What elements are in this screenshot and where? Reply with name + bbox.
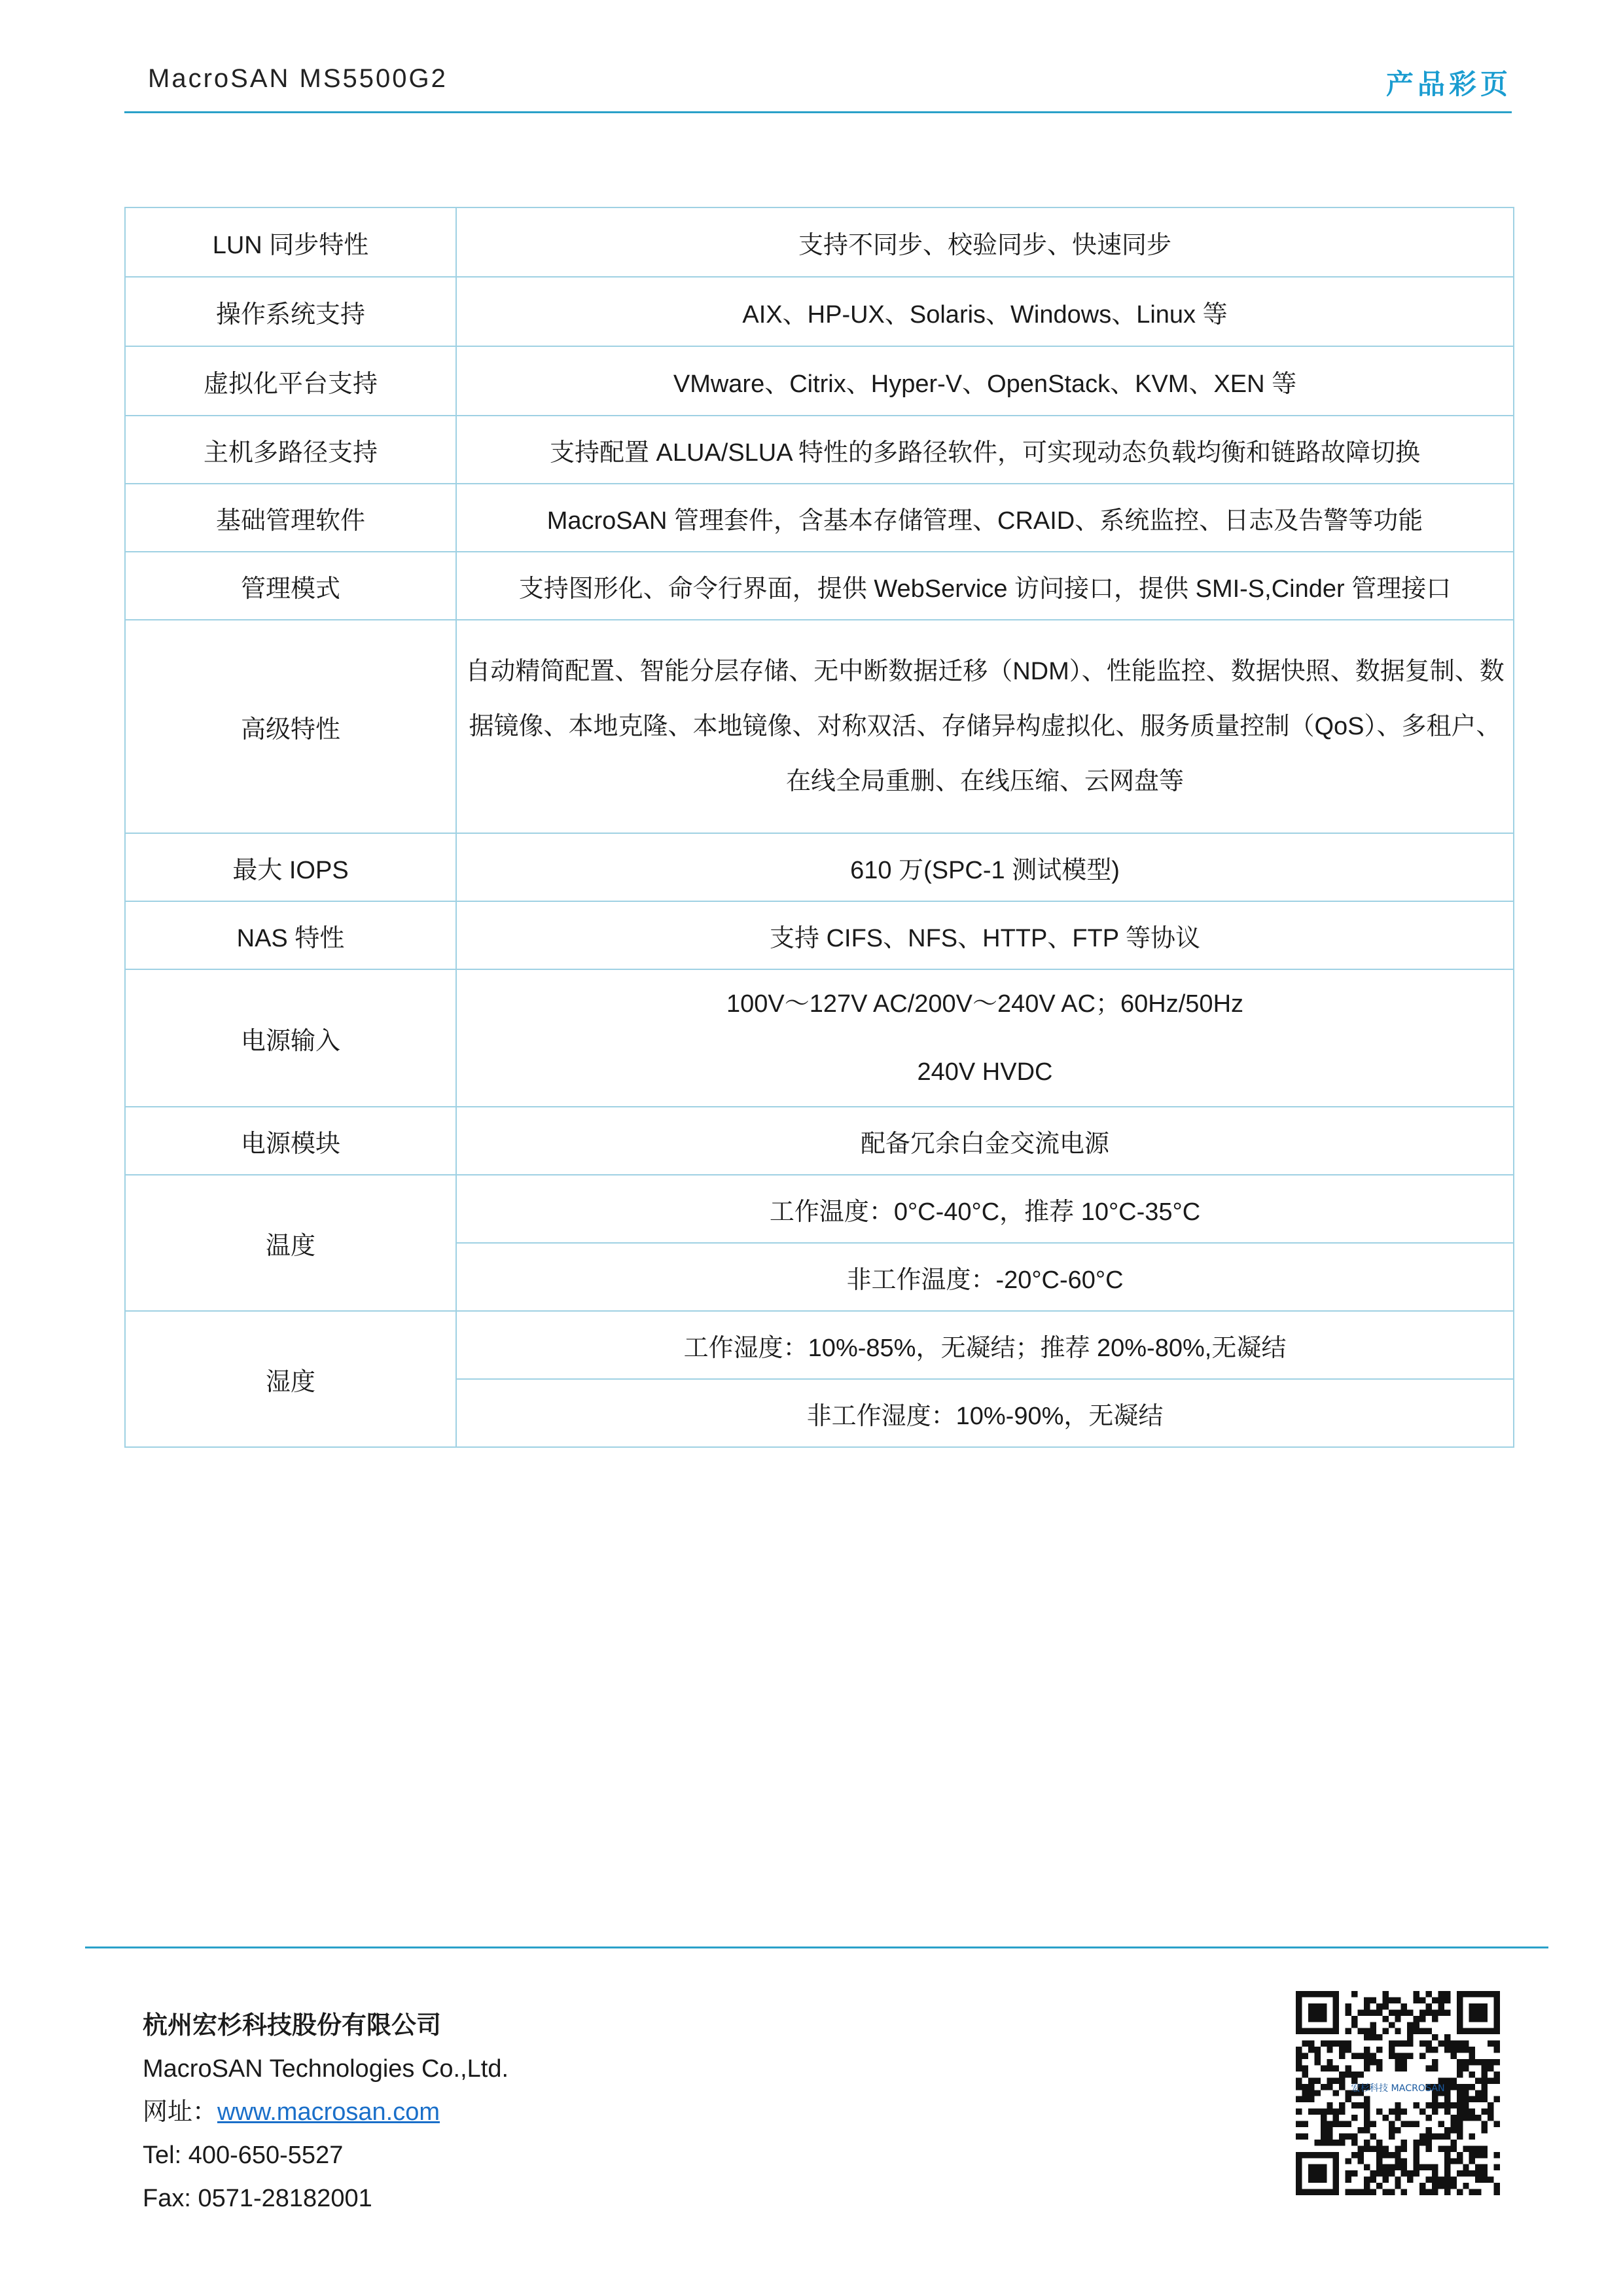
company-name-cn: 杭州宏杉科技股份有限公司	[143, 2012, 442, 2039]
table-row	[125, 901, 1514, 969]
website-label: 网址：	[143, 2098, 218, 2126]
spec-value	[456, 969, 1514, 1107]
spec-value: 非工作湿度：10%-90%，无凝结	[456, 1379, 1514, 1447]
table-row	[125, 552, 1514, 620]
spec-value: AIX、HP-UX、Solaris、Windows、Linux 等	[456, 277, 1514, 346]
spec-label: 温度	[125, 1175, 456, 1311]
table-row	[125, 969, 1514, 1107]
spec-value: 支持 CIFS、NFS、HTTP、FTP 等协议	[456, 901, 1514, 969]
spec-label: LUN 同步特性	[125, 207, 456, 277]
table-row	[125, 277, 1514, 346]
document-section-title: 产品彩页	[1385, 69, 1512, 99]
spec-value: 支持图形化、命令行界面，提供 WebService 访问接口，提供 SMI-S,Cinder 管理接口	[456, 552, 1514, 620]
table-row	[125, 207, 1514, 277]
spec-label: 管理模式	[125, 552, 456, 620]
spec-table	[124, 207, 1514, 1448]
company-name-en: MacroSAN Technologies Co.,Ltd.	[143, 2055, 509, 2083]
spec-value: 支持不同步、校验同步、快速同步	[456, 207, 1514, 277]
telephone: Tel: 400-650-5527	[143, 2142, 344, 2169]
spec-label: 电源模块	[125, 1107, 456, 1175]
table-row	[125, 1107, 1514, 1175]
spec-value-line: 100V～127V AC/200V～240V AC；60Hz/50Hz	[726, 990, 1244, 1018]
spec-label: 湿度	[125, 1311, 456, 1447]
website-link[interactable]: www.macrosan.com	[217, 2098, 440, 2126]
company-contact	[143, 2004, 508, 2220]
table-row	[125, 416, 1514, 484]
table-row	[125, 833, 1514, 901]
spec-value: MacroSAN 管理套件，含基本存储管理、CRAID、系统监控、日志及告警等功能	[456, 484, 1514, 552]
table-row	[125, 346, 1514, 416]
website-line	[143, 2090, 508, 2134]
table-row	[125, 620, 1514, 833]
table-row	[125, 484, 1514, 552]
spec-label: 最大 IOPS	[125, 833, 456, 901]
spec-value: 610 万(SPC-1 测试模型)	[456, 833, 1514, 901]
spec-value: VMware、Citrix、Hyper-V、OpenStack、KVM、XEN 等	[456, 346, 1514, 416]
spec-label: 基础管理软件	[125, 484, 456, 552]
qr-center-logo: 宏杉科技 MACROSAN	[1351, 2083, 1445, 2094]
spec-value: 工作湿度：10%-85%，无凝结；推荐 20%-80%,无凝结	[456, 1311, 1514, 1379]
qr-code	[1296, 1991, 1500, 2195]
spec-label: 电源输入	[125, 969, 456, 1107]
spec-value: 配备冗余白金交流电源	[456, 1107, 1514, 1175]
spec-value: 工作温度：0°C-40°C，推荐 10°C-35°C	[456, 1175, 1514, 1243]
table-row	[125, 1175, 1514, 1243]
spec-label: NAS 特性	[125, 901, 456, 969]
spec-label: 高级特性	[125, 620, 456, 833]
spec-label: 主机多路径支持	[125, 416, 456, 484]
table-row	[125, 1311, 1514, 1379]
spec-label: 操作系统支持	[125, 277, 456, 346]
spec-value: 自动精简配置、智能分层存储、无中断数据迁移（NDM）、性能监控、数据快照、数据复制、数据镜像、本地克隆、本地镜像、对称双活、存储异构虚拟化、服务质量控制（QoS）、多租户、在线全局重删、在线压缩、云网盘等	[456, 620, 1514, 833]
footer-divider	[85, 1946, 1548, 1948]
fax: Fax: 0571-28182001	[143, 2185, 372, 2212]
spec-label: 虚拟化平台支持	[125, 346, 456, 416]
spec-value-line: 240V HVDC	[917, 1058, 1053, 1086]
spec-value: 非工作温度：-20°C-60°C	[456, 1243, 1514, 1311]
spec-value: 支持配置 ALUA/SLUA 特性的多路径软件，可实现动态负载均衡和链路故障切换	[456, 416, 1514, 484]
document-product-title: MacroSAN MS5500G2	[148, 64, 448, 93]
header-divider	[124, 111, 1512, 113]
